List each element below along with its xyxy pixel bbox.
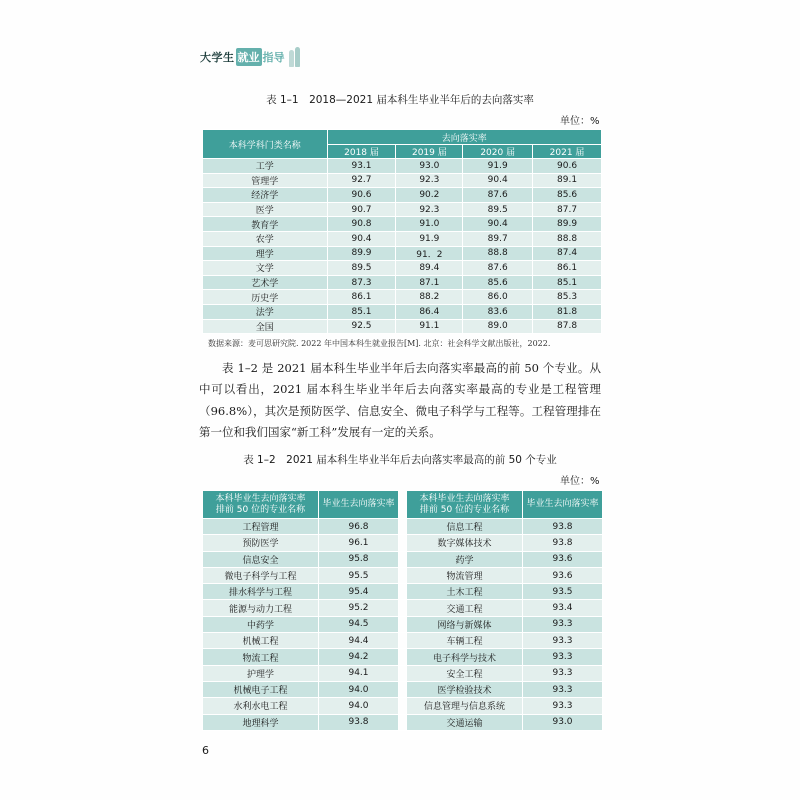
table-row [203,616,603,632]
table2 [202,490,603,731]
table1-value-cell: 90.6 [533,159,602,174]
table-row [203,261,602,276]
table2-rate-cell: 94.0 [319,698,399,714]
table1-category-cell: 经济学 [203,188,328,203]
table1-value-cell: 91.9 [463,159,533,174]
table1-category-cell: 理学 [203,246,328,261]
table-row [203,188,602,203]
table1-value-cell: 83.6 [463,304,533,319]
table2-rate-cell: 93.3 [523,633,603,649]
table2-unit: 单位：% [560,476,600,487]
table-row [203,649,603,665]
table1-value-cell: 91.9 [396,231,463,246]
table1-value-cell: 90.7 [327,202,396,217]
table2-column-gap [399,633,407,649]
table1-value-cell: 87.4 [533,246,602,261]
table-row [203,681,603,697]
table1-value-cell: 85.6 [463,275,533,290]
table-row [203,290,602,305]
page-number: 6 [202,744,209,757]
table2-rate-cell: 95.2 [319,600,399,616]
table1-value-cell: 85.6 [533,188,602,203]
table-row [203,665,603,681]
table2-major-cell: 护理学 [203,665,319,681]
table2-major-cell: 交通运输 [407,714,523,730]
table1-group-header: 去向落实率 [327,130,601,145]
table1-value-cell: 89.9 [533,217,602,232]
table1-value-cell: 87.8 [533,319,602,334]
table1-value-cell: 87.1 [396,275,463,290]
table1-value-cell: 90.4 [463,217,533,232]
table1-category-cell: 文学 [203,261,328,276]
table1-category-cell: 艺术学 [203,275,328,290]
table1-value-cell: 86.4 [396,304,463,319]
table2-column-gap [399,616,407,632]
table1-value-cell: 85.1 [533,275,602,290]
table1-value-cell: 86.0 [463,290,533,305]
table2-major-cell: 网络与新媒体 [407,616,523,632]
table1-value-cell: 92.5 [327,319,396,334]
table2-major-cell: 信息管理与信息系统 [407,698,523,714]
running-header [200,46,304,68]
table1-value-cell: 89.7 [463,231,533,246]
logo-highlight: 就业 [236,48,262,66]
table1-value-cell: 89.5 [327,261,396,276]
table2-rate-cell: 93.3 [523,665,603,681]
table2-major-cell: 安全工程 [407,665,523,681]
table2-rate-cell: 95.4 [319,584,399,600]
table1-value-cell: 90.2 [396,188,463,203]
table-row [203,173,602,188]
table2-rate-cell: 93.6 [523,551,603,567]
table2-column-gap [399,714,407,730]
table2-column-gap [399,584,407,600]
table2-rate-cell: 93.6 [523,567,603,583]
table2-column-gap [399,551,407,567]
table1-value-cell: 93.0 [396,159,463,174]
table2-column-gap [399,681,407,697]
table1-category-cell: 法学 [203,304,328,319]
table2-rate-cell: 93.8 [523,535,603,551]
table2-rate-cell: 93.8 [319,714,399,730]
logo-tail: 指导 [262,51,285,64]
table2-column-gap [399,698,407,714]
table2-rate-cell: 94.5 [319,616,399,632]
table2-major-cell: 工程管理 [203,519,319,535]
table-row [203,275,602,290]
table2-rate-header-right: 毕业生去向落实率 [523,491,603,519]
table1-value-cell: 85.3 [533,290,602,305]
table1-year-header: 2021 届 [533,145,602,159]
table1-category-cell: 管理学 [203,173,328,188]
table1-year-header: 2018 届 [327,145,396,159]
table2-rate-cell: 93.3 [523,681,603,697]
table2-column-gap [399,567,407,583]
table2-rate-cell: 94.0 [319,681,399,697]
table2-column-gap [399,665,407,681]
table-row [203,600,603,616]
table2-rate-cell: 95.8 [319,551,399,567]
table1-value-cell: 90.8 [327,217,396,232]
table1-value-cell: 91.1 [396,319,463,334]
table2-major-cell: 微电子科学与工程 [203,567,319,583]
table1-value-cell: 89.9 [327,246,396,261]
table-row [203,304,602,319]
table2-rate-cell: 93.3 [523,616,603,632]
table2-column-gap [399,649,407,665]
table1-value-cell: 90.4 [327,231,396,246]
table2-major-cell: 排水科学与工程 [203,584,319,600]
table1-value-cell: 91.0 [396,217,463,232]
table2-rate-cell: 93.4 [523,600,603,616]
table2-major-cell: 水利水电工程 [203,698,319,714]
table2-rate-cell: 94.4 [319,633,399,649]
table2-caption: 表 1–2 2021 届本科生毕业半年后去向落实率最高的前 50 个专业 [243,454,557,466]
table2-column-gap [399,519,407,535]
table2-major-cell: 电子科学与技术 [407,649,523,665]
table2-rate-cell: 93.3 [523,649,603,665]
table1-value-cell: 86.1 [327,290,396,305]
table2-major-cell: 物流工程 [203,649,319,665]
table2-major-header-left: 本科毕业生去向落实率 排前 50 位的专业名称 [203,491,319,519]
table2-rate-header-left: 毕业生去向落实率 [319,491,399,519]
table1-value-cell: 92.3 [396,202,463,217]
table1-value-cell: 87.6 [463,261,533,276]
table2-major-cell: 交通工程 [407,600,523,616]
table-row [203,584,603,600]
table2-major-header-right: 本科毕业生去向落实率 排前 50 位的专业名称 [407,491,523,519]
body-paragraph: 表 1–2 是 2021 届本科生毕业半年后去向落实率最高的前 50 个专业。从中可以看出，2021 届本科生毕业半年后去向落实率最高的专业是工程管理（96.8%），其次是预防医学、信息安全、微电子科学与工程等。工程管理排在第一位和我们国家“新工科”发展有一定的关系。 [199,361,601,439]
table1-value-cell: 88.2 [396,290,463,305]
table1-value-cell: 86.1 [533,261,602,276]
table2-major-cell: 医学检验技术 [407,681,523,697]
table2-major-cell: 机械电子工程 [203,681,319,697]
table1-value-cell: 93.1 [327,159,396,174]
table2-column-gap [399,491,407,519]
table1-value-cell: 90.6 [327,188,396,203]
table1-value-cell: 89.1 [533,173,602,188]
table-row [203,217,602,232]
table2-major-cell: 信息工程 [407,519,523,535]
table1-value-cell: 91．2 [396,246,463,261]
table-row [203,551,603,567]
table2-major-cell: 信息安全 [203,551,319,567]
table-row [203,714,603,730]
table2-major-cell: 预防医学 [203,535,319,551]
table2-column-gap [399,600,407,616]
table2-rate-cell: 95.5 [319,567,399,583]
table1-value-cell: 88.8 [533,231,602,246]
table1-value-cell: 92.7 [327,173,396,188]
table1-source-note: 数据来源：麦可思研究院. 2022 年中国本科生就业报告[M]. 北京：社会科学文献出版社，2022. [208,339,551,348]
table1-category-cell: 全国 [203,319,328,334]
table-row [203,633,603,649]
table-row [203,535,603,551]
table1-caption: 表 1–1 2018—2021 届本科生毕业半年后的去向落实率 [266,94,534,106]
logo-text: 大学生 [200,51,235,64]
table1-category-cell: 农学 [203,231,328,246]
table1-category-cell: 教育学 [203,217,328,232]
table1-value-cell: 89.0 [463,319,533,334]
table-row [203,698,603,714]
table2-major-cell: 机械工程 [203,633,319,649]
table1-value-cell: 92.3 [396,173,463,188]
table2-rate-cell: 93.8 [523,519,603,535]
table2-rate-cell: 94.2 [319,649,399,665]
table-row [203,202,602,217]
table2-major-cell: 药学 [407,551,523,567]
table2-rate-cell: 93.5 [523,584,603,600]
table-row [203,246,602,261]
table1-category-cell: 医学 [203,202,328,217]
table2-major-cell: 能源与动力工程 [203,600,319,616]
table1-value-cell: 89.4 [396,261,463,276]
table1 [202,129,602,334]
table2-rate-cell: 93.3 [523,698,603,714]
table1-corner-header: 本科学科门类名称 [203,130,328,159]
table1-unit: 单位：% [560,116,600,127]
table2-major-cell: 车辆工程 [407,633,523,649]
people-silhouette-icon [288,47,304,67]
table2-rate-cell: 93.0 [523,714,603,730]
table-row [203,159,602,174]
table2-major-cell: 数字媒体技术 [407,535,523,551]
table2-major-cell: 中药学 [203,616,319,632]
table2-rate-cell: 94.1 [319,665,399,681]
table2-column-gap [399,535,407,551]
table2-rate-cell: 96.8 [319,519,399,535]
table-row [203,567,603,583]
table1-year-header: 2019 届 [396,145,463,159]
table-row [203,231,602,246]
table2-major-cell: 土木工程 [407,584,523,600]
table1-category-cell: 工学 [203,159,328,174]
table1-value-cell: 89.5 [463,202,533,217]
table-row [203,519,603,535]
table1-year-header: 2020 届 [463,145,533,159]
table1-value-cell: 81.8 [533,304,602,319]
table2-major-cell: 地理科学 [203,714,319,730]
table-row [203,319,602,334]
table1-value-cell: 87.3 [327,275,396,290]
table1-value-cell: 87.6 [463,188,533,203]
table1-value-cell: 88.8 [463,246,533,261]
table1-value-cell: 87.7 [533,202,602,217]
table1-category-cell: 历史学 [203,290,328,305]
table1-value-cell: 90.4 [463,173,533,188]
table1-value-cell: 85.1 [327,304,396,319]
table2-rate-cell: 96.1 [319,535,399,551]
table2-major-cell: 物流管理 [407,567,523,583]
